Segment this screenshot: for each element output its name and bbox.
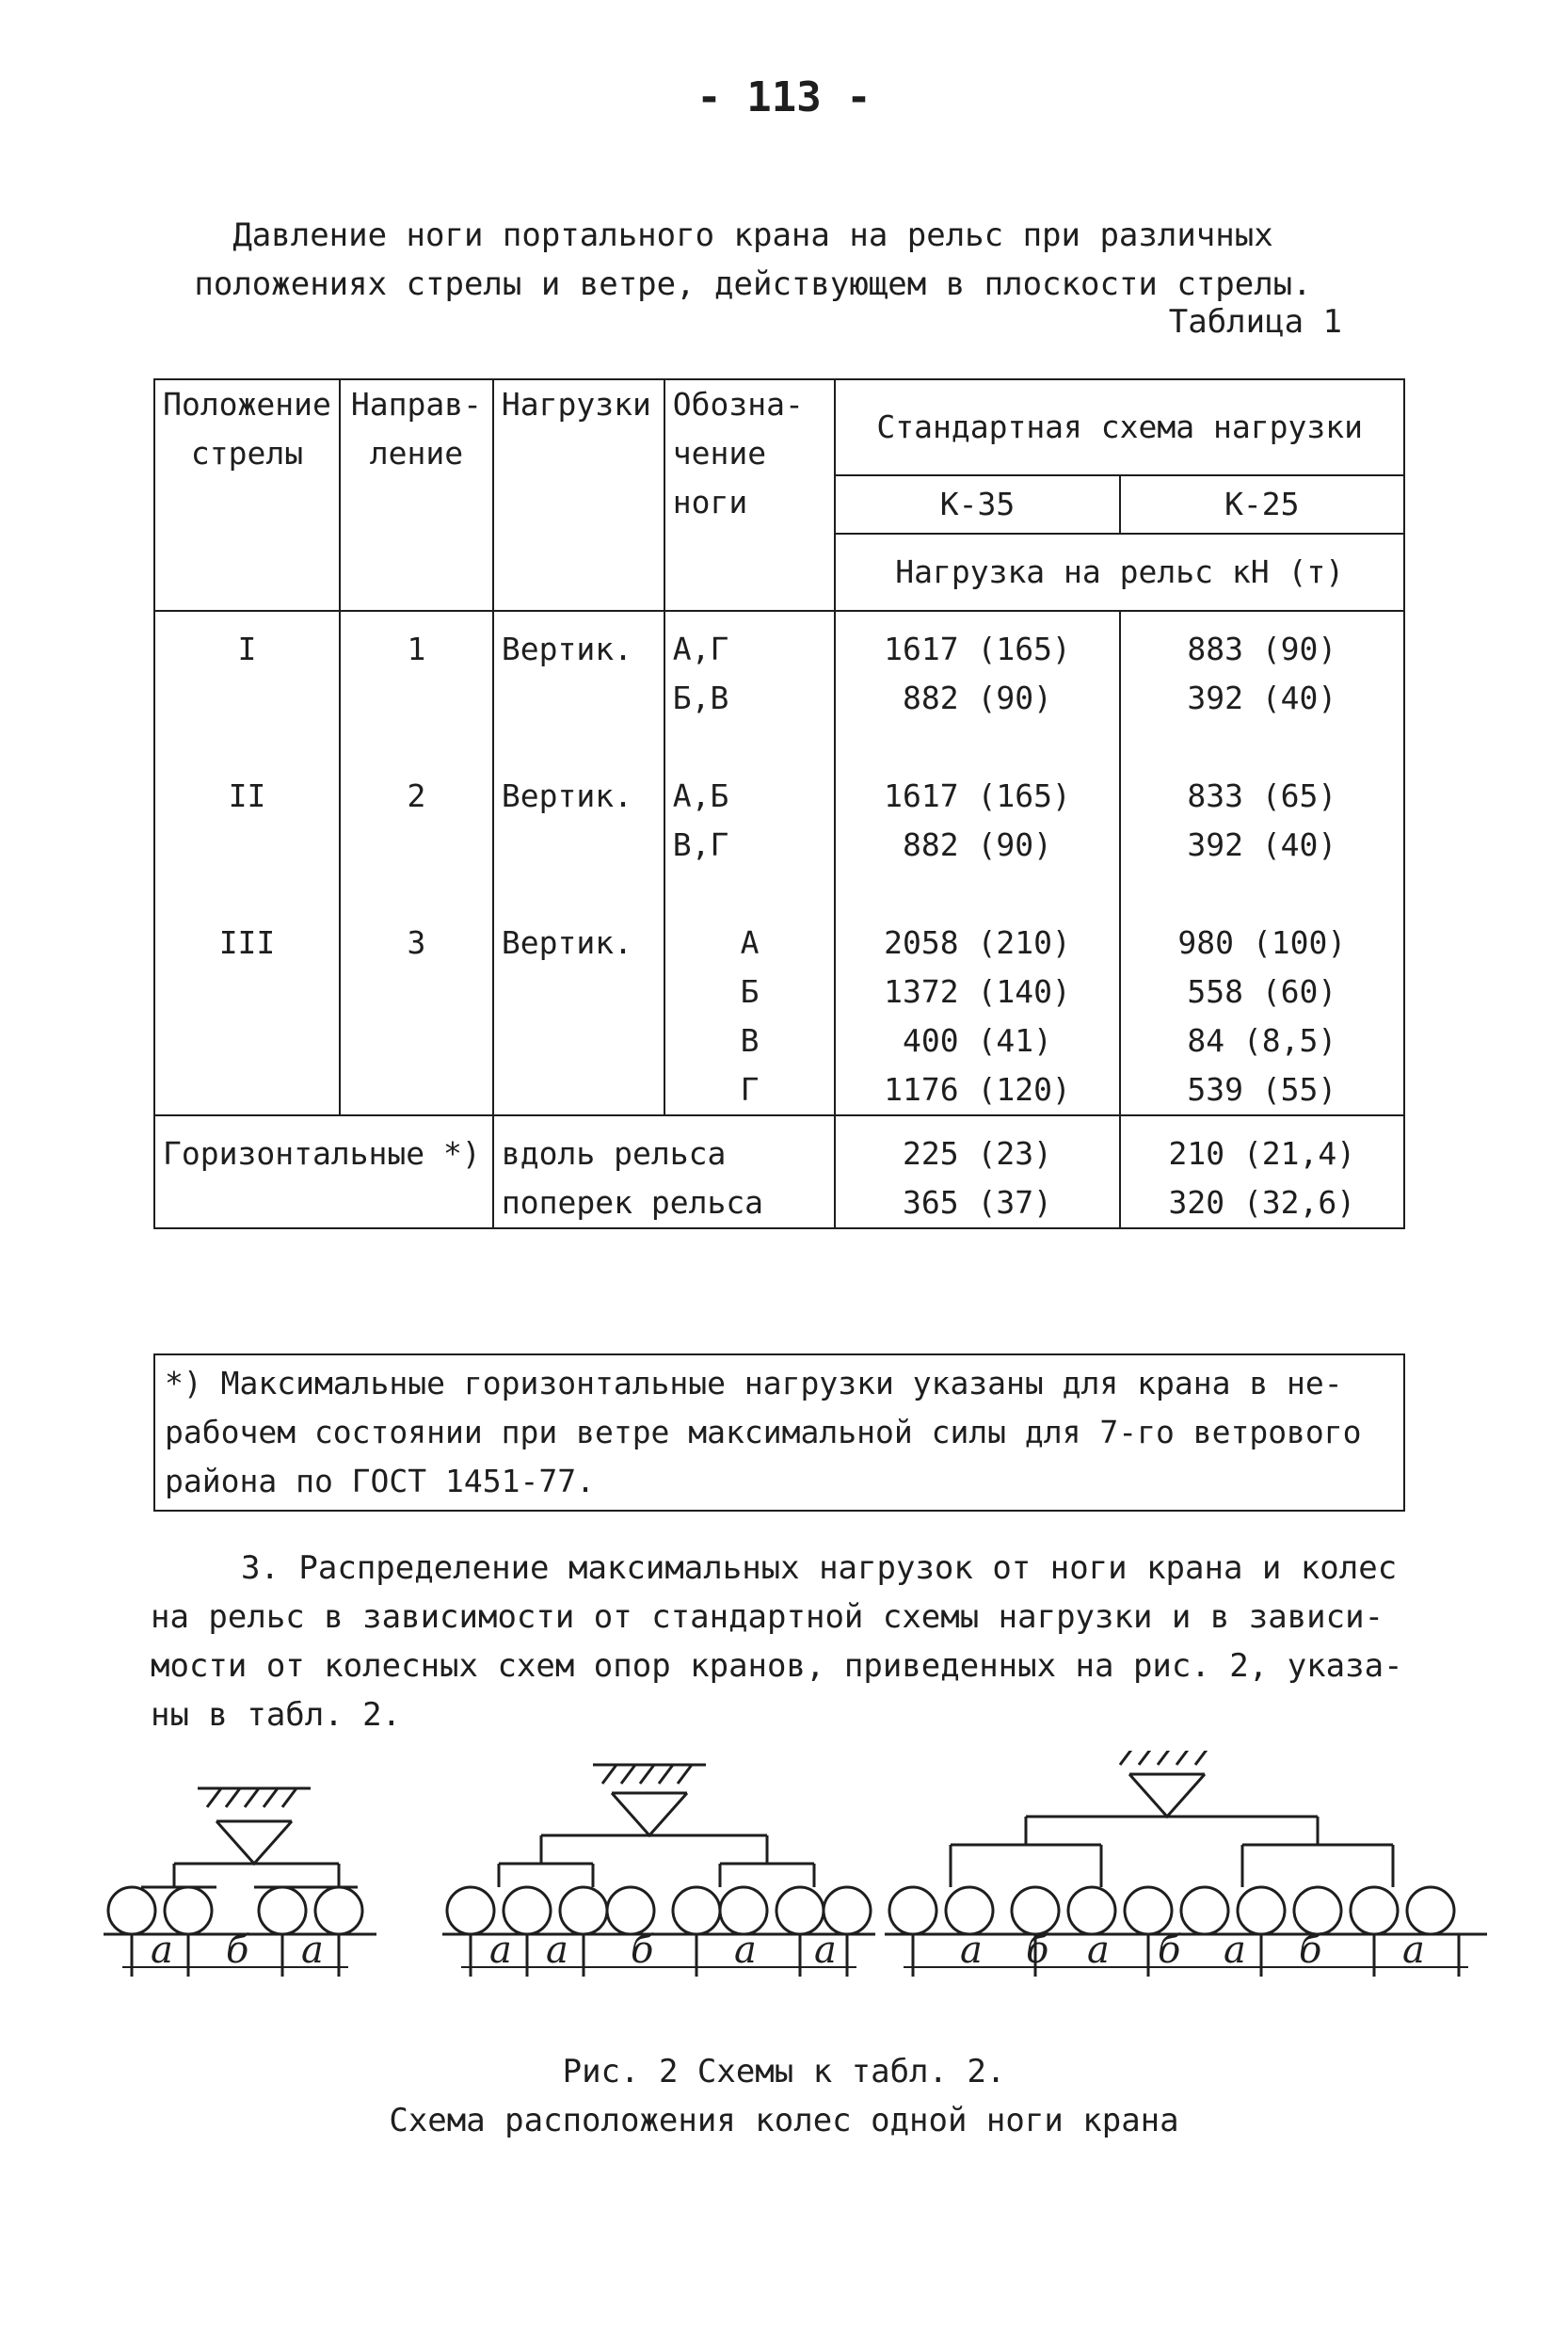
table-footnote [153,1353,1405,1512]
k25-cell: 539 (55) [1120,1065,1404,1115]
dimension-b: б [1158,1929,1181,1972]
dimension-a: а [1224,1929,1246,1972]
footnote-line: рабочем состоянии при ветре максимальной силы для 7-го ветрового [165,1414,1362,1450]
dimension-a: а [489,1929,512,1972]
k35-cell: 1617 (165) [835,611,1119,674]
dimension-b: б [1026,1929,1049,1972]
dimension-a: а [301,1929,324,1972]
leg-cell: Г [664,1065,836,1115]
position-cell: III [154,919,340,968]
page-number: - 113 - [696,73,872,121]
table-label: Таблица 1 [1168,303,1342,341]
k35-cell: 400 (41) [835,1017,1119,1065]
crane-pressure-table [153,378,1405,1229]
dimension-a: а [151,1929,173,1972]
k25-cell: 833 (65) [1120,772,1404,821]
k25-cell: 320 (32,6) [1120,1178,1404,1228]
horizontal-dir-cell: вдоль рельса [493,1115,835,1178]
leg-cell: А [664,919,836,968]
k25-cell: 883 (90) [1120,611,1404,674]
dimension-b: б [1299,1929,1322,1972]
k25-cell: 84 (8,5) [1120,1017,1404,1065]
load-cell: Вертик. [493,919,664,968]
k35-cell: 1372 (140) [835,968,1119,1017]
figure-caption: Рис. 2 Схемы к табл. 2. [562,2053,1006,2090]
header-designation: Обозна- чение ноги [664,379,836,611]
leg-cell: В,Г [664,821,836,870]
k35-cell: 1176 (120) [835,1065,1119,1115]
load-cell: Вертик. [493,772,664,821]
table-caption-line-2: положениях стрелы и ветре, действующем в плоскости стрелы. [194,265,1312,303]
dimension-a: а [814,1929,837,1972]
k25-cell: 392 (40) [1120,674,1404,723]
table-caption-line-1: Давление ноги портального крана на рельс при различных [232,216,1273,254]
dimension-a: а [734,1929,757,1972]
direction-cell: 2 [340,772,493,821]
wheel-scheme-figure [104,1751,1496,2052]
horizontal-label: Горизонтальные *) [154,1115,493,1178]
header-load-on-rail: Нагрузка на рельс кН (т) [835,534,1404,611]
load-cell: Вертик. [493,611,664,674]
dimension-b: б [226,1929,249,1972]
leg-cell: А,Б [664,772,836,821]
header-direction: Направ- ление [340,379,493,611]
k25-cell: 392 (40) [1120,821,1404,870]
dimension-b: б [631,1929,654,1972]
header-loads: Нагрузки [493,379,664,611]
position-cell: II [154,772,340,821]
leg-cell: Б,В [664,674,836,723]
header-position: Положение стрелы [154,379,340,611]
k25-cell: 558 (60) [1120,968,1404,1017]
paragraph-3 [151,1544,1412,1739]
paragraph-line: 3. Распределение максимальных нагрузок от ноги крана и колес [241,1549,1398,1587]
direction-cell: 1 [340,611,493,674]
k35-cell: 1617 (165) [835,772,1119,821]
header-k25: К-25 [1120,475,1404,534]
header-k35: К-35 [835,475,1119,534]
direction-cell: 3 [340,919,493,968]
footnote-line: *) Максимальные горизонтальные нагрузки указаны для крана в не- [165,1365,1343,1401]
header-standard-scheme: Стандартная схема нагрузки [835,379,1404,475]
k35-cell: 882 (90) [835,674,1119,723]
figure-subcaption: Схема расположения колес одной ноги крана [389,2102,1179,2139]
paragraph-line: ны в табл. 2. [151,1696,402,1734]
paragraph-line: мости от колесных схем опор кранов, приведенных на рис. 2, указа- [151,1647,1403,1685]
dimension-a: а [1087,1929,1110,1972]
dimension-a: а [546,1929,568,1972]
footnote-line: района по ГОСТ 1451-77. [165,1463,595,1499]
dimension-a: а [1402,1929,1425,1972]
k25-cell: 980 (100) [1120,919,1404,968]
leg-cell: А,Г [664,611,836,674]
paragraph-line: на рельс в зависимости от стандартной схемы нагрузки и в зависи- [151,1598,1384,1636]
dimension-a: а [960,1929,983,1972]
k35-cell: 2058 (210) [835,919,1119,968]
horizontal-dir-cell: поперек рельса [493,1178,835,1228]
leg-cell: В [664,1017,836,1065]
k35-cell: 225 (23) [835,1115,1119,1178]
k35-cell: 365 (37) [835,1178,1119,1228]
k35-cell: 882 (90) [835,821,1119,870]
position-cell: I [154,611,340,674]
k25-cell: 210 (21,4) [1120,1115,1404,1178]
leg-cell: Б [664,968,836,1017]
